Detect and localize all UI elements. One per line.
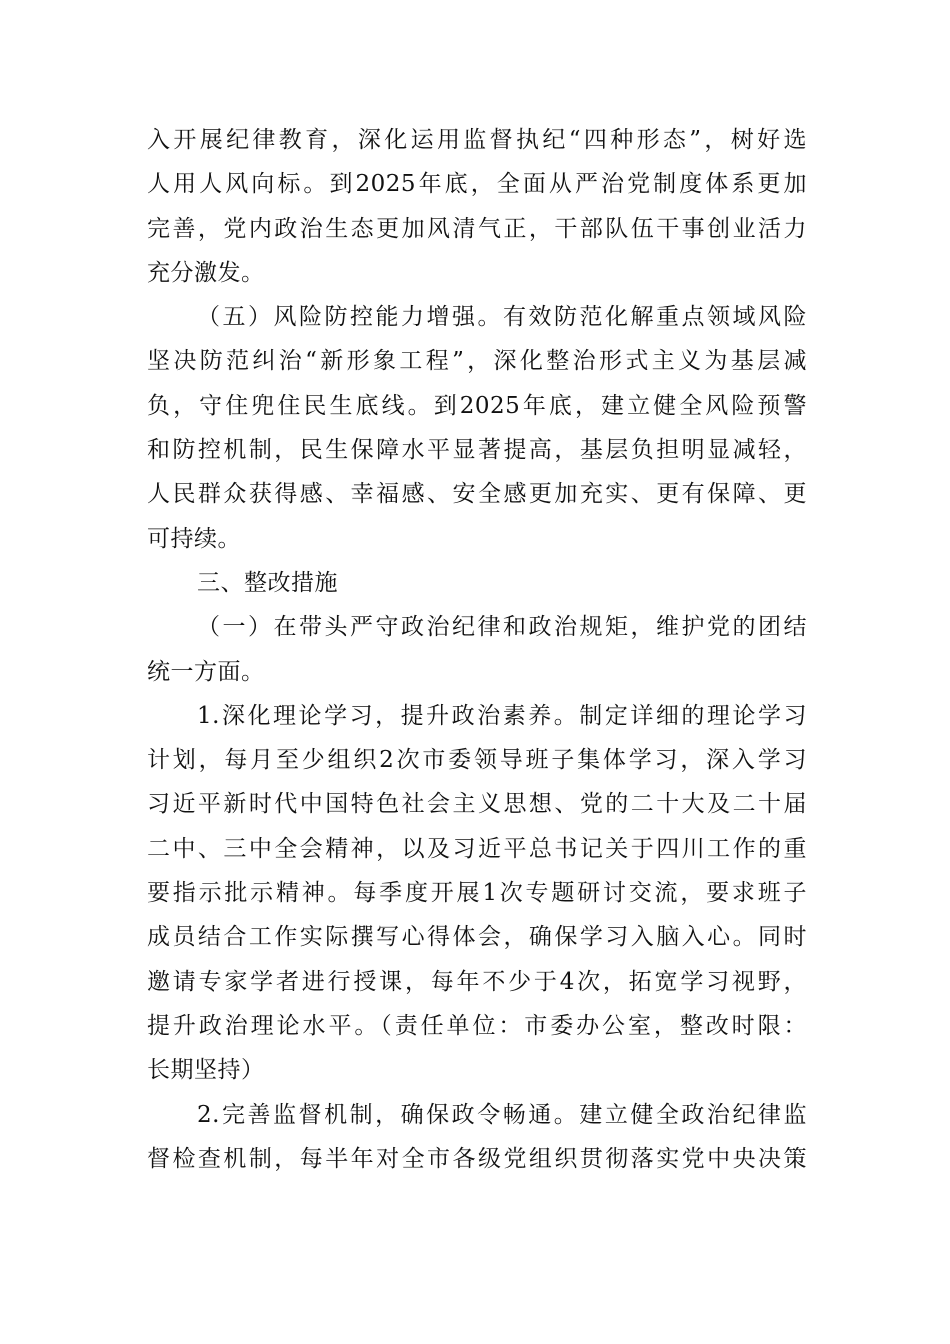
- text-line: 负，守住兜住民生底线。到2025年底，建立健全风险预警: [147, 392, 807, 419]
- text-line: 人用人风向标。到2025年底，全面从严治党制度体系更加: [147, 171, 807, 198]
- text-line: 可持续。: [147, 525, 241, 552]
- text-line: 督检查机制，每半年对全市各级党组织贯彻落实党中央决策: [147, 1145, 807, 1172]
- text-line: 人民群众获得感、幸福感、安全感更加充实、更有保障、更: [147, 481, 807, 508]
- text-line: 和防控机制，民生保障水平显著提高，基层负担明显减轻，: [147, 437, 807, 464]
- text-line: 充分激发。: [147, 259, 265, 286]
- text-line: 邀请专家学者进行授课，每年不少于4次，拓宽学习视野，: [147, 968, 807, 995]
- section-heading: 三、整改措施: [197, 569, 338, 596]
- text-line: 习近平新时代中国特色社会主义思想、党的二十大及二十届: [147, 791, 807, 818]
- text-line: （五）风险防控能力增强。有效防范化解重点领域风险: [197, 304, 807, 331]
- text-line: 2.完善监督机制，确保政令畅通。建立健全政治纪律监: [197, 1101, 807, 1128]
- text-line: （一）在带头严守政治纪律和政治规矩，维护党的团结: [197, 614, 807, 641]
- text-line: 坚决防范纠治“新形象工程”，深化整治形式主义为基层减: [147, 348, 807, 375]
- text-line: 长期坚持）: [147, 1057, 265, 1084]
- text-line: 统一方面。: [147, 658, 265, 685]
- text-line: 要指示批示精神。每季度开展1次专题研讨交流，要求班子: [147, 880, 807, 907]
- text-line: 计划，每月至少组织2次市委领导班子集体学习，深入学习: [147, 747, 807, 774]
- text-line: 1.深化理论学习，提升政治素养。制定详细的理论学习: [197, 702, 807, 729]
- text-line: 入开展纪律教育，深化运用监督执纪“四种形态”，树好选: [147, 127, 807, 153]
- text-line: 完善，党内政治生态更加风清气正，干部队伍干事创业活力: [147, 215, 807, 242]
- text-line: 成员结合工作实际撰写心得体会，确保学习入脑入心。同时: [147, 924, 807, 951]
- text-line: 二中、三中全会精神，以及习近平总书记关于四川工作的重: [147, 835, 807, 862]
- body-text: [147, 118, 807, 1181]
- text-line: 提升政治理论水平。（责任单位：市委办公室，整改时限：: [147, 1012, 807, 1039]
